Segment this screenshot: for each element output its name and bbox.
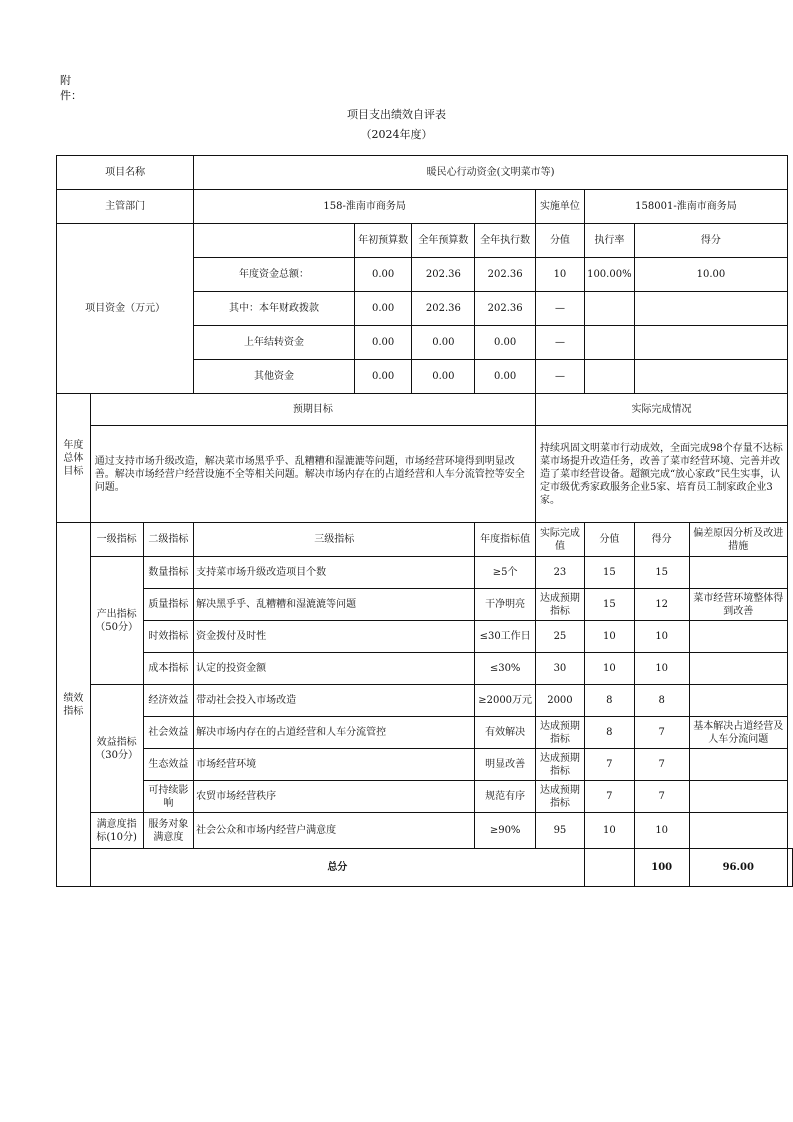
indicator-level2: 时效指标 (143, 621, 194, 653)
goals-content-row (57, 426, 793, 523)
indicator-score: 7 (634, 781, 689, 813)
indicator-score: 7 (634, 717, 689, 749)
dept-label: 主管部门 (57, 190, 194, 224)
indicator-row (57, 749, 793, 781)
indicator-actual: 30 (536, 653, 585, 685)
fund-score-value: 10 (536, 258, 585, 292)
fund-initial: 0.00 (354, 292, 412, 326)
total-blank (584, 849, 634, 887)
fund-score-value: — (536, 360, 585, 394)
indicator-level2: 成本指标 (143, 653, 194, 685)
indicator-actual: 23 (536, 557, 585, 589)
indicator-header-row (57, 523, 793, 557)
expected-text: 通过支持市场升级改造，解决菜市场黑乎乎、乱糟糟和湿漉漉等问题，市场经营环境得到明显改善。解决市场经营户经营设施不全等相关问题。解决市场内存在的占道经营和人车分流管控等安全问题。 (90, 426, 535, 523)
indicator-level3: 认定的投资金额 (194, 653, 475, 685)
indicator-actual: 达成预期指标 (536, 749, 585, 781)
indicator-level3: 市场经营环境 (194, 749, 475, 781)
fund-score: 10.00 (634, 258, 787, 292)
indicator-score-value: 7 (584, 781, 634, 813)
fund-executed: 202.36 (475, 258, 536, 292)
department-row (57, 190, 793, 224)
fund-row-label: 年度资金总额： (194, 258, 355, 292)
indicator-score-value: 8 (584, 717, 634, 749)
indicator-note (689, 749, 787, 781)
indicator-target: ≤30% (475, 653, 536, 685)
indicator-target: 有效解决 (475, 717, 536, 749)
indicator-row (57, 589, 793, 621)
header-level1: 一级指标 (90, 523, 143, 557)
indicator-score: 12 (634, 589, 689, 621)
fund-score (634, 292, 787, 326)
indicator-score-value: 10 (584, 813, 634, 849)
fund-score (634, 326, 787, 360)
header-score: 得分 (634, 523, 689, 557)
fund-score-value: — (536, 326, 585, 360)
header-annual: 全年预算数 (412, 224, 475, 258)
fund-row-label: 上年结转资金 (194, 326, 355, 360)
indicator-target: ≤30工作日 (475, 621, 536, 653)
header-score-value: 分值 (584, 523, 634, 557)
indicator-row (57, 685, 793, 717)
indicator-level2: 可持续影响 (143, 781, 194, 813)
funds-label: 项目资金（万元） (57, 224, 194, 394)
indicator-note: 基本解决占道经营及人车分流问题 (689, 717, 787, 749)
indicator-note (689, 653, 787, 685)
dept-value: 158-淮南市商务局 (194, 190, 536, 224)
indicator-target: 干净明亮 (475, 589, 536, 621)
group-output: 产出指标（50分） (90, 557, 143, 685)
indicator-row (57, 557, 793, 589)
fund-executed: 202.36 (475, 292, 536, 326)
indicator-level2: 生态效益 (143, 749, 194, 781)
indicator-level2: 数量指标 (143, 557, 194, 589)
indicator-score: 8 (634, 685, 689, 717)
indicator-score-value: 10 (584, 621, 634, 653)
indicator-note (689, 685, 787, 717)
indicator-note (689, 557, 787, 589)
indicator-score-value: 8 (584, 685, 634, 717)
indicator-note (689, 781, 787, 813)
indicator-level3: 解决市场内存在的占道经营和人车分流管控 (194, 717, 475, 749)
goals-label: 年度总体目标 (57, 394, 91, 523)
indicator-actual: 达成预期指标 (536, 589, 585, 621)
fund-executed: 0.00 (475, 326, 536, 360)
indicator-level2: 服务对象满意度 (143, 813, 194, 849)
indicator-target: 规范有序 (475, 781, 536, 813)
indicator-level2: 经济效益 (143, 685, 194, 717)
indicator-score: 15 (634, 557, 689, 589)
indicator-score: 10 (634, 813, 689, 849)
fund-score-value: — (536, 292, 585, 326)
project-name-value: 暖民心行动资金(文明菜市等) (194, 156, 788, 190)
header-initial: 年初预算数 (354, 224, 412, 258)
group-benefit: 效益指标（30分） (90, 685, 143, 813)
fund-rate (584, 292, 634, 326)
fund-initial: 0.00 (354, 326, 412, 360)
indicator-target: ≥90% (475, 813, 536, 849)
indicator-level3: 资金拨付及时性 (194, 621, 475, 653)
indicator-actual: 达成预期指标 (536, 781, 585, 813)
project-name-row (57, 156, 793, 190)
page-subtitle: （2024年度） (360, 128, 433, 141)
header-note: 偏差原因分析及改进措施 (689, 523, 787, 557)
header-actual: 实际完成值 (536, 523, 585, 557)
indicator-level3: 农贸市场经营秩序 (194, 781, 475, 813)
funds-header-blank (194, 224, 355, 258)
indicator-note: 菜市经营环境整体得到改善 (689, 589, 787, 621)
indicator-row (57, 621, 793, 653)
header-score: 得分 (634, 224, 787, 258)
total-score-value: 100 (634, 849, 689, 887)
header-target: 年度指标值 (475, 523, 536, 557)
indicator-score: 10 (634, 653, 689, 685)
indicator-note (689, 813, 787, 849)
total-score: 96.00 (689, 849, 787, 887)
indicator-score-value: 15 (584, 589, 634, 621)
header-rate: 执行率 (584, 224, 634, 258)
fund-row-label: 其中：本年财政拨款 (194, 292, 355, 326)
indicator-actual: 2000 (536, 685, 585, 717)
funds-header-row (57, 224, 793, 258)
total-row (57, 849, 793, 887)
goals-header-row (57, 394, 793, 426)
header-score-value: 分值 (536, 224, 585, 258)
indicator-actual: 达成预期指标 (536, 717, 585, 749)
indicator-row (57, 781, 793, 813)
indicator-level2: 社会效益 (143, 717, 194, 749)
fund-initial: 0.00 (354, 360, 412, 394)
header-level2: 二级指标 (143, 523, 194, 557)
indicator-target: 明显改善 (475, 749, 536, 781)
actual-header: 实际完成情况 (536, 394, 788, 426)
indicator-score-value: 15 (584, 557, 634, 589)
indicator-row (57, 717, 793, 749)
attachment-label: 附件： (60, 74, 82, 102)
fund-rate: 100.00% (584, 258, 634, 292)
page-title: 项目支出绩效自评表 (347, 108, 446, 121)
indicator-level3: 社会公众和市场内经营户满意度 (194, 813, 475, 849)
expected-header: 预期目标 (90, 394, 535, 426)
fund-rate (584, 326, 634, 360)
indicator-row (57, 653, 793, 685)
indicator-note (689, 621, 787, 653)
indicator-level3: 解决黑乎乎、乱糟糟和湿漉漉等问题 (194, 589, 475, 621)
fund-rate (584, 360, 634, 394)
fund-annual: 0.00 (412, 360, 475, 394)
fund-row-label: 其他资金 (194, 360, 355, 394)
indicator-level3: 带动社会投入市场改造 (194, 685, 475, 717)
indicator-level3: 支持菜市场升级改造项目个数 (194, 557, 475, 589)
indicator-target: ≥5个 (475, 557, 536, 589)
total-label: 总分 (90, 849, 584, 887)
fund-score (634, 360, 787, 394)
fund-annual: 202.36 (412, 292, 475, 326)
fund-initial: 0.00 (354, 258, 412, 292)
total-note (788, 849, 793, 887)
indicator-target: ≥2000万元 (475, 685, 536, 717)
indicator-actual: 95 (536, 813, 585, 849)
indicator-score-value: 7 (584, 749, 634, 781)
fund-executed: 0.00 (475, 360, 536, 394)
indicator-level2: 质量指标 (143, 589, 194, 621)
impl-label: 实施单位 (536, 190, 585, 224)
indicators-label: 绩效指标 (57, 523, 91, 887)
actual-text: 持续巩固文明菜市行动成效，全面完成98个存量不达标菜市场提升改造任务，改善了菜市经营环境、完善并改造了菜市经营设备。超额完成“放心家政”民生实事，认定市级优秀家政服务企业5家、培育员工制家政企业3家。 (536, 426, 788, 523)
indicator-score-value: 10 (584, 653, 634, 685)
indicator-row (57, 813, 793, 849)
self-evaluation-table (56, 155, 793, 887)
group-satisfaction: 满意度指标(10分) (90, 813, 143, 849)
indicator-score: 10 (634, 621, 689, 653)
fund-annual: 0.00 (412, 326, 475, 360)
impl-value: 158001-淮南市商务局 (584, 190, 787, 224)
fund-annual: 202.36 (412, 258, 475, 292)
indicator-score: 7 (634, 749, 689, 781)
header-level3: 三级指标 (194, 523, 475, 557)
header-executed: 全年执行数 (475, 224, 536, 258)
indicator-actual: 25 (536, 621, 585, 653)
project-name-label: 项目名称 (57, 156, 194, 190)
